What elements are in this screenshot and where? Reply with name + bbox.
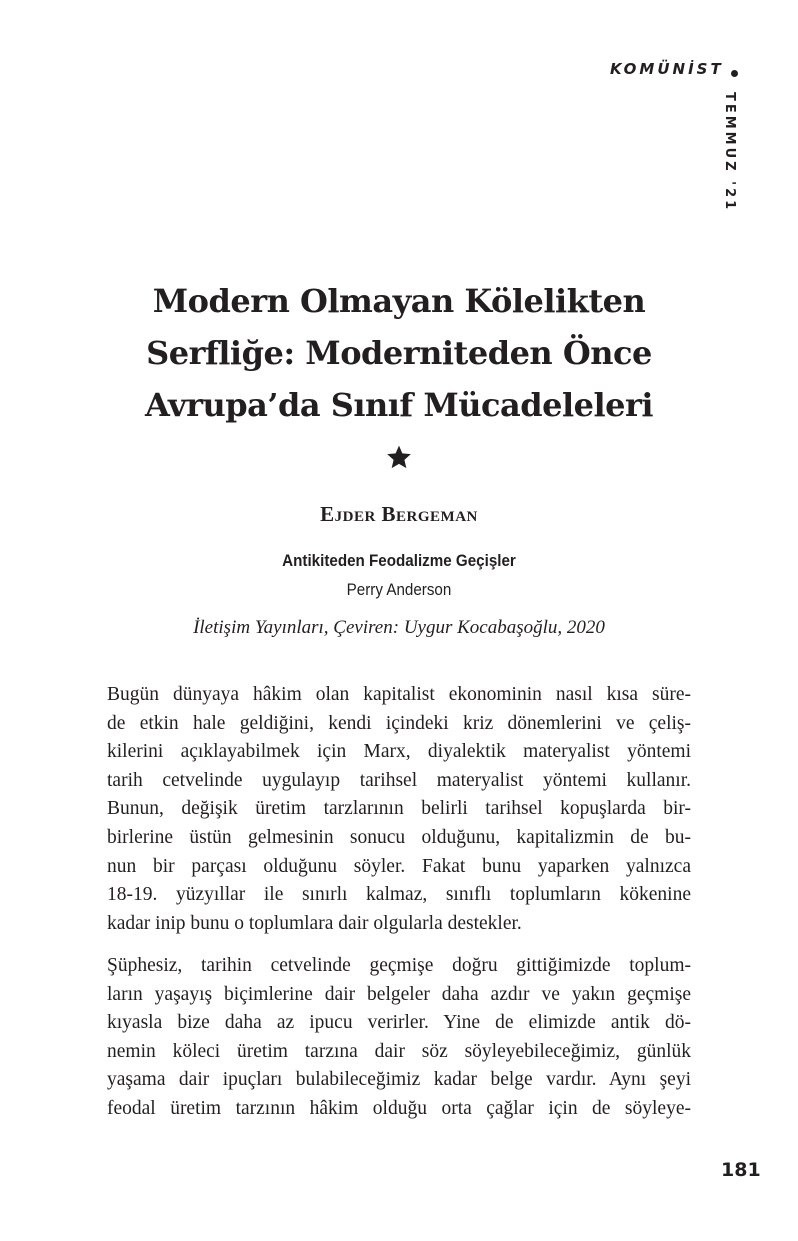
text-line: Şüphesiz, tarihin cetvelinde geçmişe doğru gittiğimizde toplum- bbox=[107, 955, 691, 976]
text-line: Bunun, değişik üretim tarzlarının belirli tarihsel kopuşlarda bir- bbox=[107, 798, 691, 820]
publication-info: İletişim Yayınları, Çeviren: Uygur Kocabaşoğlu, 2020 bbox=[193, 617, 605, 638]
text-line: tarih cetvelinde uygulayıp tarihsel materyalist yöntemi kullanır. bbox=[107, 769, 691, 791]
article-author: Ejder Bergeman bbox=[320, 502, 478, 526]
article-title bbox=[0, 275, 798, 431]
title-line: Avrupa’da Sınıf Mücadeleleri bbox=[144, 386, 654, 424]
title-line: Serfliğe: Moderniteden Önce bbox=[146, 334, 652, 372]
text-line: nemin köleci üretim tarzına dair söz söyleyebileceğimiz, günlük bbox=[107, 1040, 691, 1062]
star-icon bbox=[386, 444, 412, 470]
text-line: yaşama dair ipuçları bulabileceğimiz kadar belge vardır. Aynı şeyi bbox=[107, 1069, 691, 1091]
magazine-name: KOMÜNİST bbox=[610, 60, 724, 78]
text-line: de etkin hale geldiğini, kendi içindeki kriz dönemlerini ve çeliş- bbox=[107, 712, 691, 734]
issue-date: TEMMUZ '21 bbox=[722, 92, 737, 213]
book-title: Antikiteden Feodalizme Geçişler bbox=[282, 552, 516, 570]
page-number: 181 bbox=[721, 1159, 761, 1181]
title-line: Modern Olmayan Kölelikten bbox=[152, 282, 646, 320]
text-line: feodal üretim tarzının hâkim olduğu orta çağlar için de söyleye- bbox=[107, 1097, 691, 1119]
paragraph-2 bbox=[107, 952, 691, 1124]
text-line: 18-19. yüzyıllar ile sınırlı kalmaz, sınıflı toplumların kökenine bbox=[107, 884, 691, 906]
text-line: Bugün dünyaya hâkim olan kapitalist ekonominin nasıl kısa süre- bbox=[107, 684, 691, 705]
text-line: kilerini açıklayabilmek için Marx, diyalektik materyalist yöntemi bbox=[107, 741, 691, 763]
separator-dot bbox=[731, 70, 738, 77]
text-line: kadar inip bunu o toplumlara dair olgularla destekler. bbox=[107, 912, 522, 934]
paragraph-1 bbox=[107, 681, 691, 938]
text-line: ların yaşayış biçimlerine dair belgeler daha azdır ve yakın geçmişe bbox=[107, 983, 691, 1005]
book-author: Perry Anderson bbox=[346, 581, 452, 599]
text-line: nun bir parçası olduğunu söyler. Fakat bunu yaparken yalnızca bbox=[107, 855, 691, 877]
text-line: kıyasla bize daha az ipucu verirler. Yine de elimizde antik dö- bbox=[107, 1012, 691, 1034]
text-line: birlerine üstün gelmesinin sonucu olduğunu, kapitalizmin de bu- bbox=[107, 826, 691, 848]
